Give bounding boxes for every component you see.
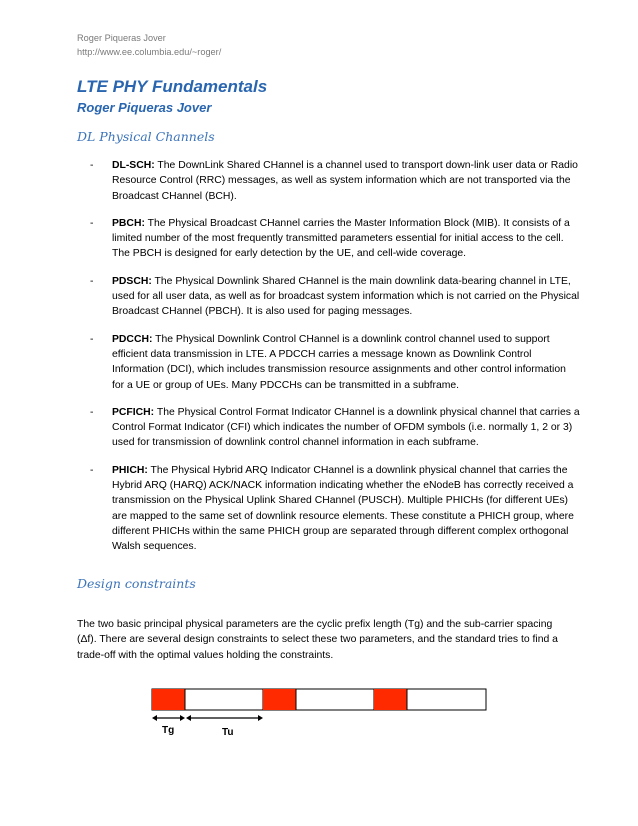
header-url[interactable]: http://www.ee.columbia.edu/~roger/ xyxy=(77,47,222,57)
channel-term: PDSCH: xyxy=(112,275,152,287)
useful-symbol-block xyxy=(407,689,486,710)
header-author: Roger Piqueras Jover xyxy=(77,33,166,43)
design-constraints-paragraph: The two basic principal physical parameters are the cyclic prefix length (Tg) and the sub-carrier spacing (Δf). There are several design constraints to select these two parameters, and the standard tries to find a trade-off with the optimal values holding the constraints. xyxy=(77,619,558,661)
cyclic-prefix-block xyxy=(374,689,407,710)
list-bullet: - xyxy=(90,333,94,345)
list-bullet: - xyxy=(90,160,94,171)
tu-arrow-head-left xyxy=(186,715,191,721)
channel-description: The Physical Downlink Shared CHannel is the main downlink data-bearing channel in LTE, used for all user data, as well as for broadcast system information which is not carried on the Physical Broadcast CHannel (PBCH). It is also used for paging messages. xyxy=(112,275,580,318)
ofdm-symbol-diagram xyxy=(148,685,490,745)
section-heading-dl-physical-channels: DL Physical Channels xyxy=(77,129,215,144)
list-item xyxy=(90,158,580,204)
section-heading-design-constraints: Design constraints xyxy=(77,576,196,591)
cyclic-prefix-block xyxy=(263,689,296,710)
list-item xyxy=(90,216,580,262)
channel-term: DL-SCH: xyxy=(112,160,155,171)
list-bullet: - xyxy=(90,406,94,418)
useful-symbol-block xyxy=(185,689,263,710)
channel-term: PCFICH: xyxy=(112,406,155,418)
tu-label: Tu xyxy=(222,727,234,738)
useful-symbol-block xyxy=(296,689,374,710)
channel-description: The Physical Downlink Control CHannel is a downlink control channel used to support efficient data transmission in LTE. A PDCCH carries a message known as Downlink Control Information (DCI), which includes transmission resource assignments and other control information for a UE or group of UEs. Many PDCCHs can be transmitted in a subframe. xyxy=(112,333,566,391)
channel-description: The Physical Broadcast CHannel carries the Master Information Block (MIB). It consists of a limited number of the most frequently transmitted parameters essential for initial access to the cell. The PBCH is designed for early detection by the UE, and cell-wide coverage. xyxy=(112,217,570,260)
channel-term: PHICH: xyxy=(112,464,148,476)
list-item xyxy=(90,405,580,451)
list-bullet: - xyxy=(90,275,94,287)
tg-arrow-head-left xyxy=(152,715,157,721)
channel-description: The Physical Control Format Indicator CHannel is a downlink physical channel that carries a Control Format Indicator (CFI) which indicates the number of OFDM symbols (i.e. normally 1, 2 or 3) used for transmission of downlink control channel information in each subframe. xyxy=(112,406,580,449)
list-bullet: - xyxy=(90,217,94,229)
document-title: LTE PHY Fundamentals xyxy=(77,77,268,96)
tu-arrow-head-right xyxy=(258,715,263,721)
cyclic-prefix-block xyxy=(152,689,185,710)
channel-description: The Physical Hybrid ARQ Indicator CHannel is a downlink physical channel that carries the Hybrid ARQ (HARQ) ACK/NACK information indicating whether the eNodeB has correctly received a transmission on the Physical Uplink Shared CHannel (PUSCH). Multiple PHICHs (for different UEs) are mapped to the same set of downlink resource elements. These constitute a PHICH group, where different PHICHs within the same PHICH group are separated through different complex orthogonal Walsh sequences. xyxy=(112,464,574,553)
channel-description: The DownLink Shared CHannel is a channel used to transport down-link user data or Radio Resource Control (RRC) messages, as well as system information which are not transported via the Broadcast CHannel (BCH). xyxy=(112,160,578,202)
tg-arrow-head-right xyxy=(180,715,185,721)
tg-label: Tg xyxy=(162,725,175,736)
document-subtitle: Roger Piqueras Jover xyxy=(77,100,212,115)
list-item xyxy=(90,274,580,320)
channel-list xyxy=(90,158,580,567)
list-bullet: - xyxy=(90,464,94,476)
channel-term: PDCCH: xyxy=(112,333,153,345)
list-item xyxy=(90,332,580,393)
channel-term: PBCH: xyxy=(112,217,145,229)
page-header xyxy=(77,31,221,59)
list-item xyxy=(90,463,580,555)
